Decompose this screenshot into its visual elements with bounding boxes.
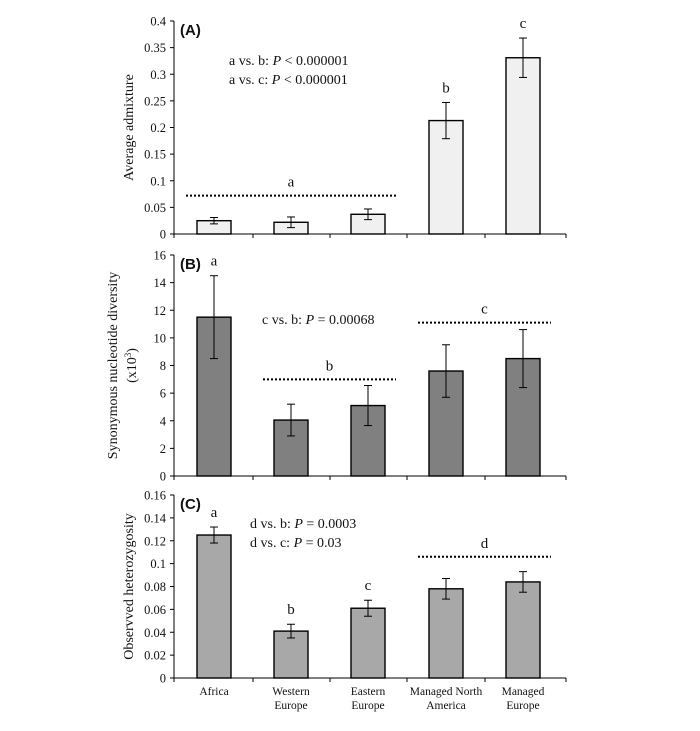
x-category-label: Managed North <box>409 686 483 698</box>
bar <box>506 582 540 678</box>
y-tick-label: 0 <box>159 227 166 242</box>
p-value-annotation: a vs. b: P < 0.000001 <box>229 54 349 69</box>
panel-label: (B) <box>180 256 201 273</box>
y-axis-label: Observved heterozygosity <box>122 513 137 660</box>
y-tick-label: 0.12 <box>144 534 166 549</box>
bracket-letter: c <box>481 301 488 318</box>
bracket-letter: d <box>480 535 489 552</box>
y-tick-label: 0.2 <box>150 121 166 135</box>
y-axis-label: Average admixture <box>122 74 137 181</box>
y-tick-label: 0.05 <box>144 200 166 215</box>
y-axis-label: Synonymous nucleotide diversity <box>106 271 121 460</box>
bar <box>197 535 231 678</box>
x-category-labels <box>199 686 544 712</box>
y-tick-label: 10 <box>153 331 166 346</box>
y-tick-label: 0.1 <box>150 174 166 189</box>
x-category-label: Europe <box>506 700 540 712</box>
p-value-annotation: a vs. c: P < 0.000001 <box>229 73 348 88</box>
group-letter: a <box>210 505 218 522</box>
group-letter: c <box>364 578 372 595</box>
p-value-annotation: d vs. c: P = 0.03 <box>250 536 342 551</box>
x-category-label: America <box>426 700 466 712</box>
y-axis-unit: $(x10^3)$ <box>123 348 140 383</box>
y-tick-label: 12 <box>153 303 166 318</box>
y-tick-label: 0.08 <box>144 580 166 594</box>
y-tick-label: 0.35 <box>144 41 166 56</box>
panel-2 <box>106 249 566 484</box>
y-tick-label: 14 <box>153 276 166 291</box>
x-category-label: Eastern <box>350 686 386 698</box>
x-category-label: Managed <box>501 686 545 698</box>
p-value-annotation: d vs. b: P = 0.0003 <box>250 517 357 532</box>
y-tick-label: 0.4 <box>150 14 166 29</box>
x-category-label: Western <box>272 686 310 698</box>
y-tick-label: 0.02 <box>144 648 166 663</box>
y-tick-label: 0.1 <box>150 557 166 572</box>
y-tick-label: 0 <box>159 671 166 686</box>
panel-label: (C) <box>180 496 201 513</box>
y-tick-label: 0.04 <box>144 625 166 640</box>
y-tick-label: 0.14 <box>144 511 166 526</box>
group-letter: b <box>287 602 295 619</box>
panel-1 <box>122 15 566 242</box>
y-tick-label: 0.3 <box>150 67 166 82</box>
bar <box>351 608 385 678</box>
y-tick-label: 0.25 <box>144 94 166 109</box>
p-value-annotation: c vs. b: P = 0.00068 <box>262 313 375 328</box>
y-tick-label: 8 <box>159 359 166 373</box>
panel-label: (A) <box>180 22 201 39</box>
y-tick-label: 0.06 <box>144 602 166 617</box>
y-tick-label: 0 <box>159 469 166 484</box>
bar <box>506 58 540 234</box>
y-tick-label: 4 <box>159 414 166 429</box>
y-tick-label: 16 <box>153 248 166 263</box>
group-letter: c <box>519 16 527 33</box>
group-letter: a <box>210 253 218 270</box>
bracket-letter: b <box>325 358 334 375</box>
bar <box>429 589 463 678</box>
panel-3 <box>122 489 566 686</box>
y-tick-label: 2 <box>159 441 166 456</box>
bracket-letter: a <box>287 174 295 191</box>
x-category-label: Europe <box>351 700 385 712</box>
y-tick-label: 0.16 <box>144 488 166 503</box>
x-category-label: Africa <box>199 686 229 698</box>
group-letter: b <box>442 80 450 97</box>
x-category-label: Europe <box>274 700 308 712</box>
y-tick-label: 0.15 <box>144 147 166 162</box>
y-tick-label: 6 <box>159 386 166 401</box>
